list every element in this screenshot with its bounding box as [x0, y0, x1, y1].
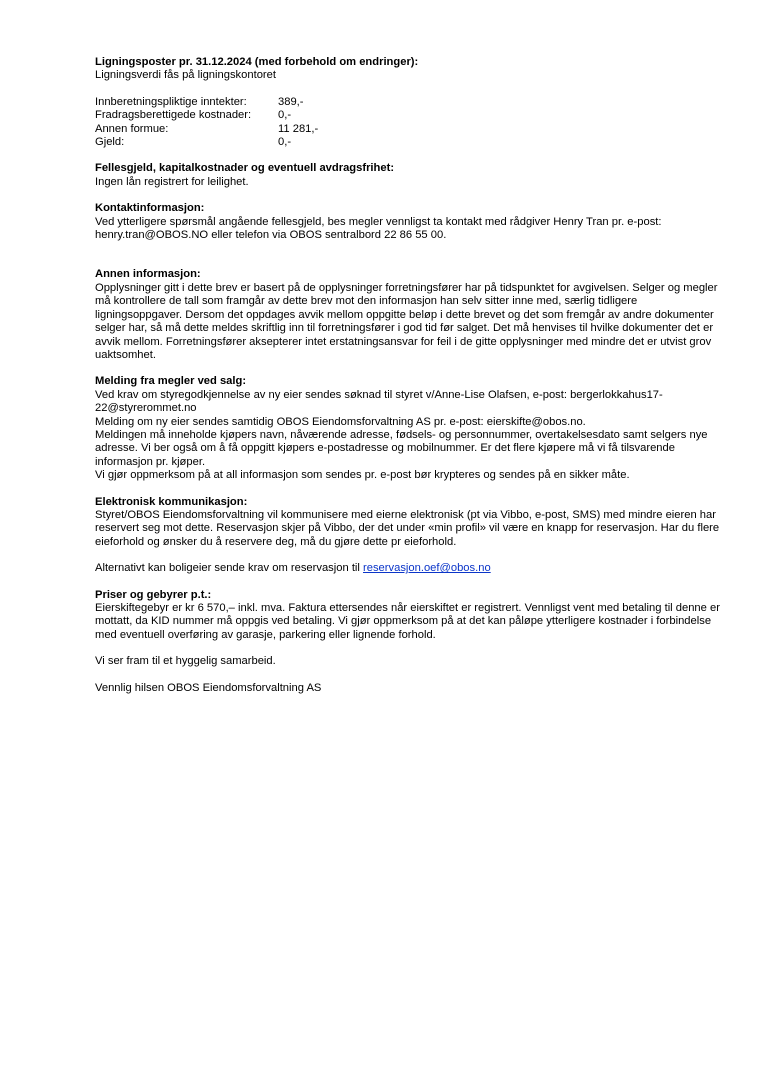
ligning-row — [95, 136, 720, 149]
melding-section — [95, 375, 720, 482]
ligning-row — [95, 109, 720, 122]
priser-text: Eierskiftegebyr er kr 6 570,– inkl. mva. Faktura ettersendes når eierskiftet er registrert. Vennligst vent med betaling til denne er mottatt, da KID nummer må oppgis ved betaling. Vi gjør oppmerksom på at det kan påløpe ytterligere kostnader i forbindelse med eventuell overføring av garasje, parkering eller lignende forhold. — [95, 602, 720, 641]
kontakt-text: Ved ytterligere spørsmål angående fellesgjeld, bes megler vennligst ta kontakt med rådgiver Henry Tran pr. e-post: henry.tran@OBOS.NO eller telefon via OBOS sentralbord 22 86 55 00. — [95, 215, 662, 242]
signature-line: Vennlig hilsen OBOS Eiendomsforvaltning AS — [95, 681, 322, 694]
melding-heading: Melding fra megler ved salg: — [95, 375, 247, 388]
reservasjon-text: Alternativt kan boligeier sende krav om reservasjon til — [95, 562, 364, 575]
fellesgjeld-section — [95, 162, 720, 189]
elektronisk-heading: Elektronisk kommunikasjon: — [95, 495, 248, 508]
elektronisk-section — [95, 496, 720, 576]
elektronisk-text: Styret/OBOS Eiendomsforvaltning vil kommunisere med eierne elektronisk (pt via Vibbo, e-post, SMS) med mindre eieren har reservert seg mot dette. Reservasjon skjer på Vibbo, der det under «min profil» vil være en knapp for reservasjon. Har du flere eieforhold og ønsker du å reservere deg, må du gjøre dette pr eieforhold. — [95, 508, 720, 548]
melding-text-2: Melding om ny eier sendes samtidig OBOS Eiendomsforvaltning AS pr. e-post: eierskifte@obos.no. — [95, 415, 586, 428]
letter-body — [95, 56, 720, 695]
ligning-value: 0,- — [278, 136, 292, 149]
ligning-row — [95, 123, 720, 136]
ligning-row — [95, 96, 720, 109]
melding-text-3: Meldingen må inneholde kjøpers navn, nåværende adresse, fødsels- og personnummer, overtakelsesdato samt selgers nye adresse. Vi ber også om å få oppgitt kjøpers e-postadresse og mobilnummer. Er det flere kjøpere må vi få tilsvarende informasjon pr. kjøper. — [95, 428, 708, 468]
annen-text: Opplysninger gitt i dette brev er basert på de opplysninger forretningsfører har på tidspunktet for avgivelsen. Selger og megler må kontrollere de tall som framgår av dette brev mot den informasjon han selv sitter inne med, særlig tidligere ligningsoppgaver. Dersom det oppdages avvik mellom oppgitte beløp i dette brevet og det som fremgår av andre dokumenter selger har, så må dette meldes skriftlig inn til forretningsfører i god tid før salget. Det må henvises til hvilke dokumenter det er avvik mellom. Forretningsfører aksepterer intet erstatningsansvar for feil i de gitte opplysninger med mindre det er utvist grov uaktsomhet. — [95, 281, 718, 361]
ligning-section — [95, 56, 720, 149]
fellesgjeld-heading: Fellesgjeld, kapitalkostnader og eventuell avdragsfrihet: — [95, 162, 395, 175]
annen-heading: Annen informasjon: — [95, 268, 201, 281]
melding-text-1: Ved krav om styregodkjennelse av ny eier sendes søknad til styret v/Anne-Lise Olafsen, e-post: bergerlokkahus17-22@styrerommet.no — [95, 388, 663, 415]
reservasjon-line — [95, 562, 720, 575]
ligning-label: Fradragsberettigede kostnader: — [95, 109, 252, 122]
priser-heading: Priser og gebyrer p.t.: — [95, 588, 212, 601]
closing-line: Vi ser fram til et hyggelig samarbeid. — [95, 655, 276, 668]
kontakt-heading: Kontaktinformasjon: — [95, 202, 205, 215]
ligning-value: 11 281,- — [278, 122, 319, 135]
ligning-subtitle: Ligningsverdi fås på ligningskontoret — [95, 69, 276, 82]
ligning-value: 0,- — [278, 109, 292, 122]
fellesgjeld-text: Ingen lån registrert for leilighet. — [95, 175, 249, 188]
melding-text-4: Vi gjør oppmerksom på at all informasjon som sendes pr. e-post bør krypteres og sendes på en sikker måte. — [95, 469, 630, 482]
annen-section — [95, 268, 720, 362]
ligning-heading: Ligningsposter pr. 31.12.2024 (med forbehold om endringer): — [95, 56, 419, 68]
ligning-value: 389,- — [278, 95, 304, 108]
ligning-label: Gjeld: — [95, 136, 125, 149]
reservasjon-email-link[interactable]: reservasjon.oef@obos.no — [363, 562, 491, 575]
priser-section — [95, 589, 720, 643]
ligning-label: Annen formue: — [95, 122, 169, 135]
ligning-label: Innberetningspliktige inntekter: — [95, 95, 247, 108]
kontakt-section — [95, 202, 720, 242]
